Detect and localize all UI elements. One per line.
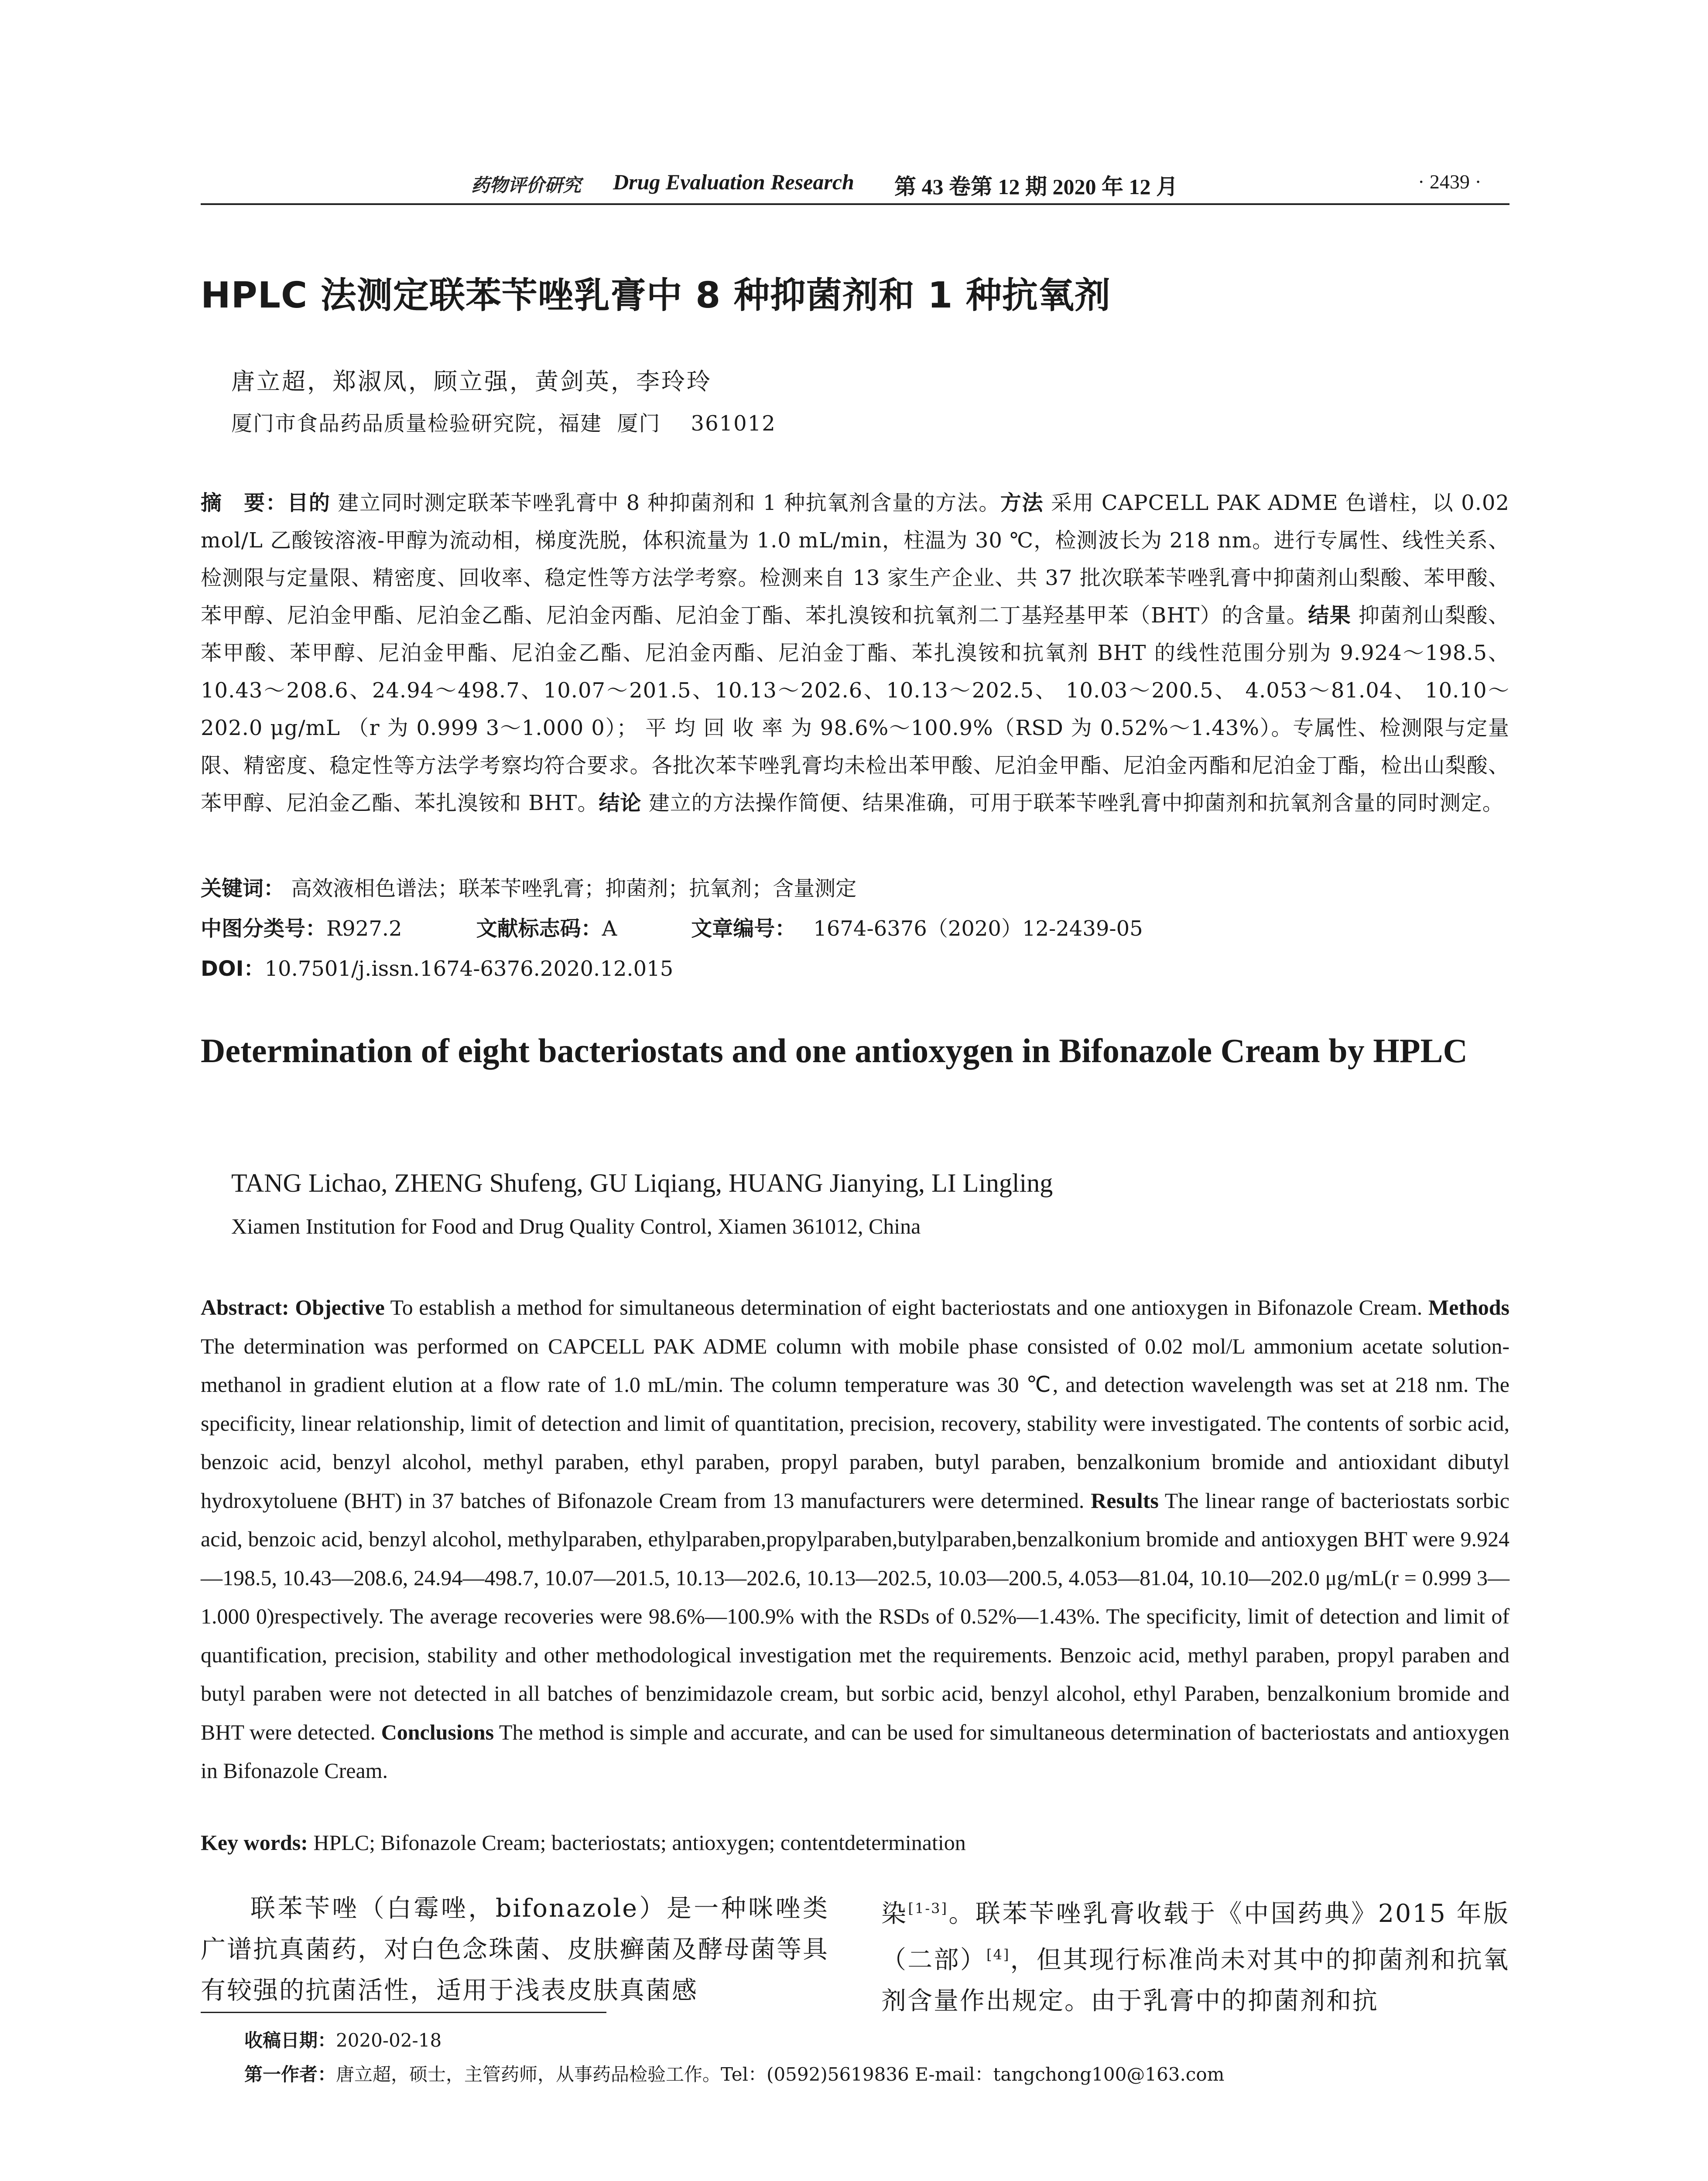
citation-ref[interactable]: [4] <box>986 1946 1010 1963</box>
doc-code-label: 文献标志码： <box>476 916 602 941</box>
footnote-first-author <box>244 2060 1224 2086</box>
body-column-left: 联苯苄唑（白霉唑，bifonazole）是一种咪唑类广谱抗真菌药，对白色念珠菌、皮肤癣菌及酵母菌等具有较强的抗菌活性，适用于浅表皮肤真菌感 <box>201 1894 829 2005</box>
authors-chinese: 唐立超，郑淑凤，顾立强，黄剑英，李玲玲 <box>231 368 712 395</box>
affiliation-english: Xiamen Institution for Food and Drug Quality Control, Xiamen 361012, China <box>231 1214 921 1238</box>
doi-value[interactable]: 10.7501/j.issn.1674-6376.2020.12.015 <box>264 957 674 981</box>
keywords-en-label: Key words: <box>201 1830 308 1855</box>
affiliation-chinese: 厦门市食品药品质量检验研究院，福建 厦门 361012 <box>231 411 776 436</box>
objective-label: 目的 <box>287 491 331 515</box>
first-author-info: 唐立超，硕士，主管药师，从事药品检验工作。Tel：(0592)5619836 E-mail：tangchong100@163.com <box>336 2064 1225 2085</box>
keywords-en-text: HPLC; Bifonazole Cream; bacteriostats; antioxygen; contentdetermination <box>308 1830 966 1855</box>
keywords-label: 关键词： <box>201 876 285 901</box>
classification-info <box>201 912 1143 942</box>
conclusions-en-text: The method is simple and accurate, and can be used for simultaneous determination of bacteriostats and antioxygen in Bifonazole Cream. <box>201 1720 1509 1783</box>
article-no-label: 文章编号： <box>691 916 796 941</box>
conclusion-label: 结论 <box>599 791 642 815</box>
conclusions-en-label: Conclusions <box>381 1720 494 1744</box>
objective-en-label: Objective <box>295 1295 385 1320</box>
methods-label: 方法 <box>1000 491 1044 515</box>
issue-info: 第 43 卷第 12 期 2020 年 12 月 <box>894 174 1178 199</box>
body-column-right <box>881 1888 1509 2021</box>
methods-en-label: Methods <box>1428 1295 1509 1320</box>
abstract-en-label: Abstract: <box>201 1295 289 1320</box>
citation-ref[interactable]: [1-3] <box>908 1900 948 1917</box>
abstract-chinese <box>201 484 1509 822</box>
title-english: Determination of eight bacteriostats and one antioxygen in Bifonazole Cream by HPLC <box>201 1032 1468 1070</box>
doc-code-value: A <box>602 916 617 941</box>
objective-text: 建立同时测定联苯苄唑乳膏中 8 种抑菌剂和 1 种抗氧剂含量的方法。 <box>330 491 1000 515</box>
methods-text: 采用 CAPCELL PAK ADME 色谱柱，以 0.02 mol/L 乙酸铵溶液-甲醇为流动相，梯度洗脱，体积流量为 1.0 mL/min，柱温为 30 ℃，检测波长为 218 nm。进行专属性、线性关系、检测限与定量限、精密度、回收率、稳定性等方法学考察。检测来自 13 家生产企业、共 37 批次联苯苄唑乳膏中抑菌剂山梨酸、苯甲酸、苯甲醇、尼泊金甲酯、尼泊金乙酯、尼泊金丙酯、尼泊金丁酯、苯扎溴铵和抗氧剂二丁基羟基甲苯（BHT）的含量。 <box>201 491 1509 628</box>
footnote-received <box>244 2026 442 2052</box>
abstract-english <box>201 1288 1509 1790</box>
received-label: 收稿日期： <box>244 2030 336 2051</box>
results-label: 结果 <box>1308 603 1352 628</box>
body-text: 。联苯苄唑乳膏收载于《中国药典》2015 年版（二部） <box>881 1899 1509 1974</box>
results-text: 抑菌剂山梨酸、苯甲酸、苯甲醇、尼泊金甲酯、尼泊金乙酯、尼泊金丙酯、尼泊金丁酯、苯扎溴铵和抗氧剂 BHT 的线性范围分别为 9.924～198.5、10.43～208.6、24.94～498.7、10.07～201.5、10.13～202.6、10.13～202.5、 10.03～200.5、 4.053～81.04、 10.10～202.0 μg/mL （r 为 0.999 3～1.000 0）； 平 均 回 收 率 为 98.6%～100.9%（RSD 为 0.52%～1.43%）。专属性、检测限与定量限、精密度、稳定性等方法学考察均符合要求。各批次苯苄唑乳膏均未检出苯甲酸、尼泊金甲酯、尼泊金丙酯和尼泊金丁酯，检出山梨酸、苯甲醇、尼泊金乙酯、苯扎溴铵和 BHT。 <box>201 603 1510 815</box>
body-text: ，但其现行标准尚未对其中的抑菌剂和抗氧剂含量作出规定。由于乳膏中的抑菌剂和抗 <box>881 1945 1510 2015</box>
clc-label: 中图分类号： <box>201 916 327 941</box>
journal-logo: 药物评价研究 <box>471 174 582 196</box>
header-rule <box>201 203 1509 205</box>
results-en-text: The linear range of bacteriostats sorbic acid, benzoic acid, benzyl alcohol, methylparaben, ethylparaben,propylparaben,butylparaben,benzalkonium bromide and antioxygen BHT were 9.924—198.5, 10.43—208.6, 24.94—498.7, 10.07—201.5, 10.13—202.6, 10.13—202.5, 10.03—200.5, 4.053—81.04, 10.10—202.0 μg/mL(r = 0.999 3—1.000 0)respectively. The average recoveries were 98.6%—100.9% with the RSDs of 0.52%—1.43%. The specificity, limit of detection and limit of quantification, precision, stability and other methodological investigation met the requirements. Benzoic acid, methyl paraben, propyl paraben and butyl paraben were not detected in all batches of benzimidazole cream, but sorbic acid, benzyl alcohol, ethyl Paraben, benzalkonium bromide and BHT were detected. <box>201 1488 1509 1744</box>
keywords-text: 高效液相色谱法；联苯苄唑乳膏；抑菌剂；抗氧剂；含量测定 <box>284 876 857 901</box>
body-text: 染 <box>881 1899 908 1928</box>
abstract-label: 摘 要： <box>201 491 288 515</box>
keywords-chinese <box>201 872 856 902</box>
doi-label: DOI： <box>201 957 265 981</box>
conclusion-text: 建立的方法操作简便、结果准确，可用于联苯苄唑乳膏中抑菌剂和抗氧剂含量的同时测定。 <box>641 791 1504 815</box>
results-en-label: Results <box>1091 1488 1159 1513</box>
methods-en-text: The determination was performed on CAPCELL PAK ADME column with mobile phase consisted of 0.02 mol/L ammonium acetate solution-methanol in gradient elution at a flow rate of 1.0 mL/min. The column temperature was 30 ℃, and detection wavelength was set at 218 nm. The specificity, linear relationship, limit of detection and limit of quantitation, precision, recovery, stability were investigated. The contents of sorbic acid, benzoic acid, benzyl alcohol, methyl paraben, ethyl paraben, propyl paraben, butyl paraben, benzalkonium bromide and antioxidant dibutyl hydroxytoluene (BHT) in 37 batches of Bifonazole Cream from 13 manufacturers were determined. <box>201 1333 1509 1513</box>
first-author-label: 第一作者： <box>244 2064 336 2085</box>
page-number: · 2439 · <box>1418 171 1482 193</box>
doi <box>201 952 673 982</box>
journal-name: Drug Evaluation Research <box>613 170 854 194</box>
received-date: 2020-02-18 <box>336 2030 442 2051</box>
title-chinese: HPLC 法测定联苯苄唑乳膏中 8 种抑菌剂和 1 种抗氧剂 <box>201 275 1111 316</box>
authors-english: TANG Lichao, ZHENG Shufeng, GU Liqiang, HUANG Jianying, LI Lingling <box>231 1169 1053 1197</box>
running-header <box>201 171 1509 205</box>
objective-en-text: To establish a method for simultaneous determination of eight bacteriostats and one antioxygen in Bifonazole Cream. <box>384 1295 1428 1320</box>
article-no-value: 1674-6376（2020）12-2439-05 <box>813 916 1143 941</box>
footnote-rule <box>201 2012 606 2013</box>
keywords-english <box>201 1830 966 1855</box>
clc-value: R927.2 <box>326 916 402 941</box>
